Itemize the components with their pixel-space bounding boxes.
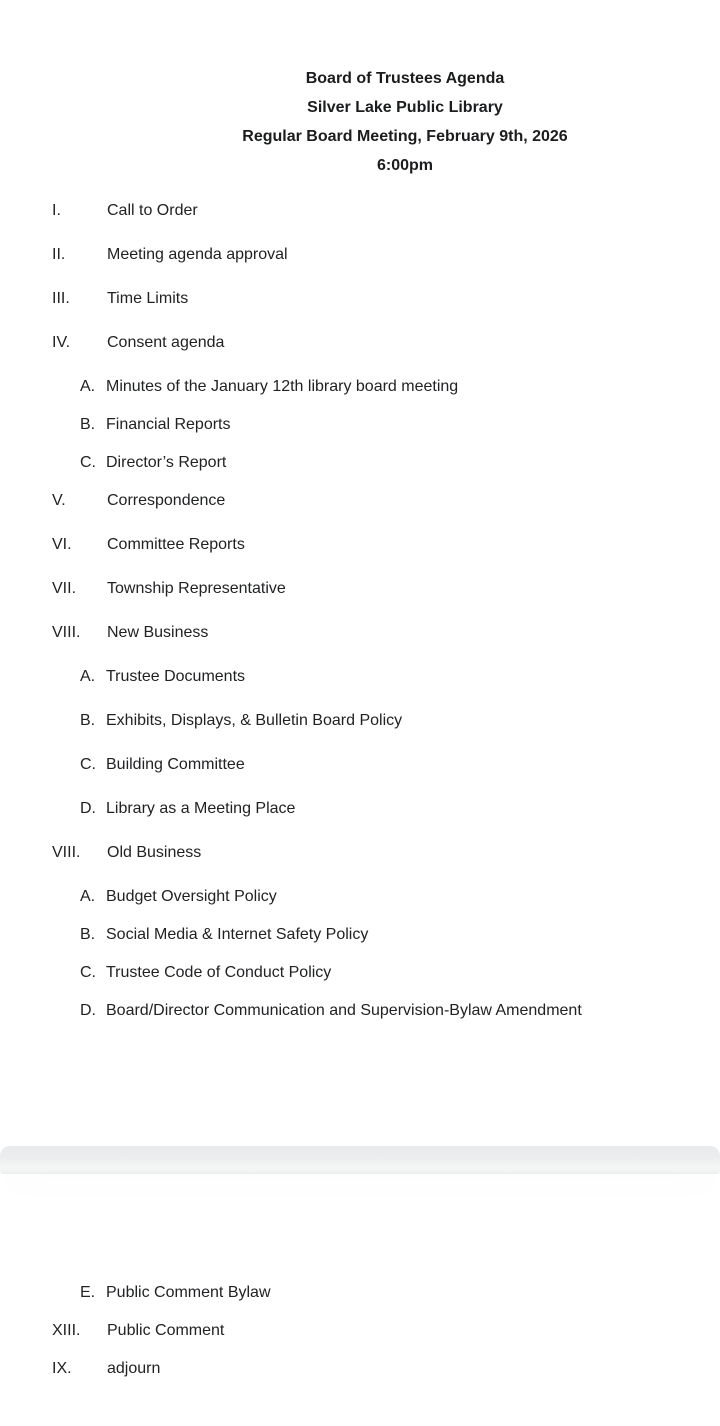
agenda-item-number: I. xyxy=(52,202,61,219)
agenda-subitem xyxy=(0,453,720,473)
agenda-item xyxy=(0,579,720,599)
agenda-list xyxy=(0,201,720,1021)
agenda-item xyxy=(0,245,720,265)
agenda-item-text: Old Business xyxy=(107,844,202,861)
doc-title-line-3: Regular Board Meeting, February 9th, 2026 xyxy=(242,128,568,145)
agenda-item-text: Public Comment Bylaw xyxy=(106,1284,271,1301)
agenda-item xyxy=(0,1359,720,1379)
doc-title-line-2: Silver Lake Public Library xyxy=(307,99,503,116)
doc-title-line-1: Board of Trustees Agenda xyxy=(305,70,505,87)
agenda-item-number: IX. xyxy=(52,1360,72,1377)
agenda-subitem xyxy=(0,711,720,731)
agenda-item-letter: A. xyxy=(80,668,96,685)
agenda-item-number: III. xyxy=(52,290,70,307)
agenda-subitem xyxy=(0,755,720,775)
agenda-subitem xyxy=(0,1001,720,1021)
page-break-shadow xyxy=(0,1146,720,1174)
agenda-item-letter: B. xyxy=(80,712,96,729)
agenda-item-number: VIII. xyxy=(52,844,81,861)
agenda-item-text: Public Comment xyxy=(107,1322,225,1339)
agenda-item xyxy=(0,623,720,643)
agenda-item xyxy=(0,1321,720,1341)
agenda-item-text: Social Media & Internet Safety Policy xyxy=(106,926,369,943)
agenda-item-letter: C. xyxy=(80,454,96,471)
agenda-item-letter: D. xyxy=(80,800,96,817)
agenda-item-text: Committee Reports xyxy=(107,536,245,553)
agenda-item-text: New Business xyxy=(107,624,209,641)
agenda-item-number: VII. xyxy=(52,580,77,597)
agenda-item xyxy=(0,201,720,221)
agenda-item-text: Library as a Meeting Place xyxy=(106,800,296,817)
agenda-item-number: XIII. xyxy=(52,1322,81,1339)
agenda-subitem xyxy=(0,377,720,397)
agenda-item-text: Township Representative xyxy=(107,580,286,597)
agenda-subitem xyxy=(0,1283,720,1303)
agenda-item-letter: A. xyxy=(80,378,96,395)
agenda-item-letter: D. xyxy=(80,1002,96,1019)
agenda-item-text: Director’s Report xyxy=(106,454,227,471)
agenda-item-text: Time Limits xyxy=(107,290,189,307)
agenda-item-text: Minutes of the January 12th library board meeting xyxy=(106,378,459,395)
doc-title-line-4: 6:00pm xyxy=(376,157,434,174)
agenda-item-letter: B. xyxy=(80,926,96,943)
agenda-item-text: Trustee Code of Conduct Policy xyxy=(106,964,332,981)
agenda-item-number: IV. xyxy=(52,334,71,351)
agenda-item xyxy=(0,333,720,353)
agenda-item xyxy=(0,491,720,511)
agenda-item-text: Call to Order xyxy=(107,202,198,219)
agenda-subitem xyxy=(0,799,720,819)
agenda-item xyxy=(0,289,720,309)
agenda-item xyxy=(0,535,720,555)
agenda-item-text: Budget Oversight Policy xyxy=(106,888,277,905)
agenda-item-letter: B. xyxy=(80,416,96,433)
agenda-item-text: adjourn xyxy=(107,1360,161,1377)
agenda-item-text: Correspondence xyxy=(107,492,226,509)
agenda-item-text: Meeting agenda approval xyxy=(107,246,288,263)
agenda-item-letter: E. xyxy=(80,1284,96,1301)
agenda-item-number: VI. xyxy=(52,536,72,553)
agenda-item-text: Board/Director Communication and Supervision-Bylaw Amendment xyxy=(106,1002,582,1019)
agenda-subitem xyxy=(0,925,720,945)
agenda-item-text: Financial Reports xyxy=(106,416,231,433)
agenda-item-text: Exhibits, Displays, & Bulletin Board Policy xyxy=(106,712,403,729)
agenda-item xyxy=(0,843,720,863)
agenda-subitem xyxy=(0,963,720,983)
agenda-item-number: II. xyxy=(52,246,66,263)
agenda-subitem xyxy=(0,415,720,435)
agenda-item-letter: C. xyxy=(80,964,96,981)
agenda-item-number: VIII. xyxy=(52,624,81,641)
agenda-subitem xyxy=(0,667,720,687)
agenda-item-letter: A. xyxy=(80,888,96,905)
agenda-subitem xyxy=(0,887,720,907)
document-title-block xyxy=(90,0,720,180)
agenda-list-continued xyxy=(0,1283,720,1379)
agenda-item-text: Trustee Documents xyxy=(106,668,246,685)
agenda-item-letter: C. xyxy=(80,756,96,773)
agenda-item-number: V. xyxy=(52,492,66,509)
agenda-item-text: Consent agenda xyxy=(107,334,225,351)
agenda-item-text: Building Committee xyxy=(106,756,245,773)
